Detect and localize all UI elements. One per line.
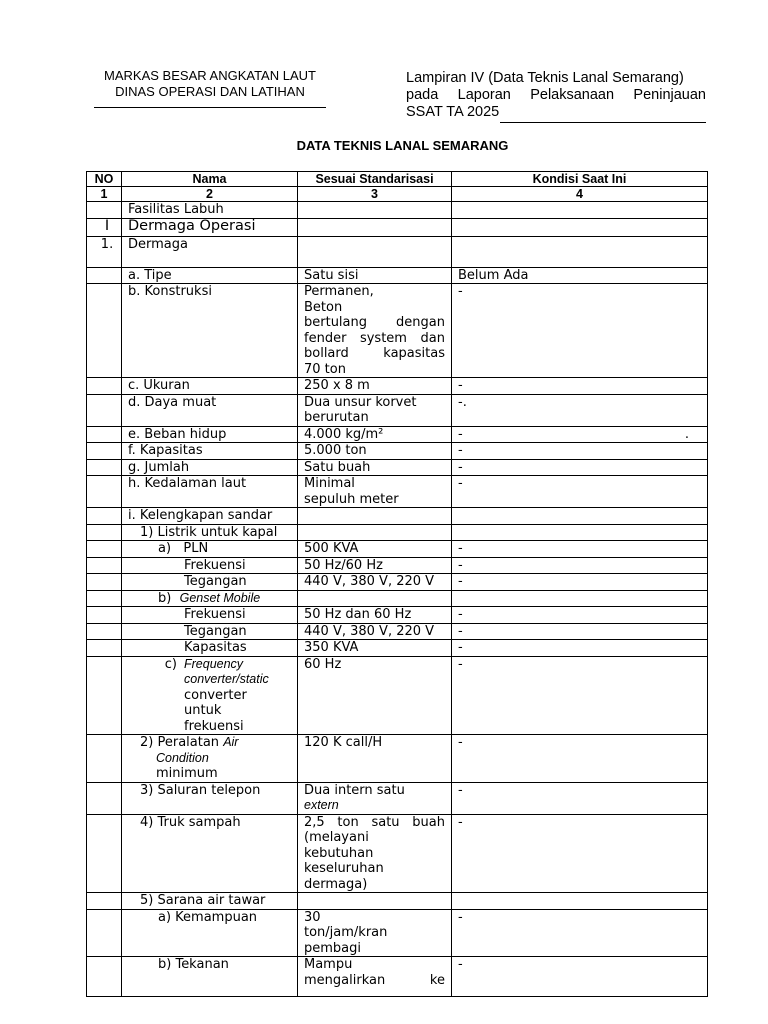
- row-jumlah-name: g. Jumlah: [122, 459, 298, 476]
- row-gen-teg-std: 440 V, 380 V, 220 V: [298, 623, 452, 640]
- row-freq-conv-cond: -: [452, 656, 708, 735]
- header-nama: Nama: [122, 172, 298, 187]
- table-row: [87, 814, 708, 893]
- table-number-row: [87, 187, 708, 202]
- freq-conv-line: frekuensi: [184, 718, 244, 734]
- truk-std-line: kebutuhan: [304, 845, 374, 861]
- header-left-line2: DINAS OPERASI DAN LATIHAN: [115, 84, 305, 99]
- tekanan-std-line: mengalirkan ke: [304, 972, 445, 988]
- telepon-std-line: Dua intern satu: [304, 782, 405, 798]
- table-row: [87, 378, 708, 395]
- row-pln-cond: -: [452, 541, 708, 558]
- row-pln-teg-cond: -: [452, 574, 708, 591]
- kemampuan-std-line: ton/jam/kran: [304, 925, 388, 940]
- col-number-3: 3: [298, 187, 452, 202]
- row-jumlah-std: Satu buah: [298, 459, 452, 476]
- row-genset-name: [122, 590, 298, 607]
- kemampuan-std-line: pembagi: [304, 940, 361, 956]
- table-row: [87, 607, 708, 624]
- row-konstruksi-name: b. Konstruksi: [122, 284, 298, 378]
- row-tipe-name: a. Tipe: [122, 267, 298, 284]
- truk-std-line: dermaga): [304, 876, 368, 892]
- kedalaman-std-line: Minimal: [304, 476, 355, 491]
- table-row: [87, 590, 708, 607]
- col-number-1: 1: [87, 187, 122, 202]
- row-tekanan-name: b) Tekanan: [122, 957, 298, 997]
- table-row: [87, 426, 708, 443]
- beban-cond-dot: .: [684, 426, 689, 442]
- table-row: [87, 476, 708, 508]
- konstruksi-std-line: Permanen,: [304, 284, 374, 299]
- freq-conv-line: untuk: [184, 703, 222, 718]
- row-kedalaman-std: [298, 476, 452, 508]
- table-row: [87, 909, 708, 957]
- row-tipe-std: Satu sisi: [298, 267, 452, 284]
- table-row: [87, 459, 708, 476]
- row-beban-std: 4.000 kg/m²: [298, 426, 452, 443]
- table-header-row: [87, 172, 708, 187]
- row-gen-kap-cond: -: [452, 640, 708, 657]
- col-number-2: 2: [122, 187, 298, 202]
- table-row: [87, 656, 708, 735]
- header-kondisi: Kondisi Saat Ini: [452, 172, 708, 187]
- table-row: [87, 893, 708, 910]
- table-row: [87, 735, 708, 783]
- table-row: [87, 218, 708, 236]
- genset-label: Genset Mobile: [179, 590, 261, 605]
- row-pln-teg-name: Tegangan: [122, 574, 298, 591]
- row-truk-cond: -: [452, 814, 708, 893]
- row-ac-std: 120 K call/H: [298, 735, 452, 783]
- table-row: [87, 640, 708, 657]
- row-gen-kap-name: Kapasitas: [122, 640, 298, 657]
- truk-std-line: 2,5 ton satu buah: [304, 814, 445, 830]
- row-daya-muat-cond: -.: [452, 394, 708, 426]
- header-right-line2: pada Laporan Pelaksanaan Peninjauan: [406, 87, 706, 103]
- row-pln-name: a) PLN: [122, 541, 298, 558]
- section-number: I: [87, 218, 122, 236]
- beban-cond-value: -: [458, 426, 463, 442]
- header-left-line1: MARKAS BESAR ANGKATAN LAUT: [104, 68, 316, 83]
- row-kapasitas-name: f. Kapasitas: [122, 443, 298, 460]
- truk-std-line: (melayani: [304, 830, 369, 845]
- header-right-underline: [500, 122, 706, 123]
- ac-line-italic: Air: [223, 735, 239, 749]
- row-gen-frek-std: 50 Hz dan 60 Hz: [298, 607, 452, 624]
- header-right: [406, 70, 706, 121]
- header-left: [88, 68, 332, 100]
- table-row: [87, 284, 708, 378]
- row-kemampuan-cond: -: [452, 909, 708, 957]
- row-ac-cond: -: [452, 735, 708, 783]
- row-kedalaman-name: h. Kedalaman laut: [122, 476, 298, 508]
- row-pln-frek-std: 50 Hz/60 Hz: [298, 557, 452, 574]
- header-right-line3: SSAT TA 2025: [406, 104, 500, 120]
- table-row: [87, 394, 708, 426]
- row-beban-cond: [452, 426, 708, 443]
- row-telepon-cond: -: [452, 782, 708, 814]
- table-row: [87, 574, 708, 591]
- header-standar: Sesuai Standarisasi: [298, 172, 452, 187]
- row-fasilitas-name: Fasilitas Labuh: [122, 202, 298, 219]
- konstruksi-std-line: bertulang dengan: [304, 315, 445, 330]
- konstruksi-std-line: Beton: [304, 299, 343, 315]
- row-pln-std: 500 KVA: [298, 541, 452, 558]
- row-truk-name: 4) Truk sampah: [122, 814, 298, 893]
- ac-line: minimum: [156, 766, 218, 781]
- item-number: 1.: [87, 236, 122, 267]
- header-right-line1: Lampiran IV (Data Teknis Lanal Semarang): [406, 70, 684, 86]
- telepon-std-line: extern: [304, 798, 339, 812]
- row-konstruksi-std: [298, 284, 452, 378]
- table-row: [87, 443, 708, 460]
- header-no: NO: [87, 172, 122, 187]
- row-beban-name: e. Beban hidup: [122, 426, 298, 443]
- item-name: Dermaga: [122, 236, 298, 267]
- ac-line: 2) Peralatan: [140, 735, 220, 750]
- row-kapasitas-cond: -: [452, 443, 708, 460]
- table-row: [87, 623, 708, 640]
- freq-conv-prefix: c): [164, 656, 177, 672]
- table-row: [87, 557, 708, 574]
- document-title: DATA TEKNIS LANAL SEMARANG: [296, 138, 509, 153]
- row-ac-name: [122, 735, 298, 783]
- row-gen-teg-name: Tegangan: [122, 623, 298, 640]
- konstruksi-std-line: fender system dan: [304, 330, 445, 346]
- row-ukuran-std: 250 x 8 m: [298, 378, 452, 395]
- table-row: [87, 782, 708, 814]
- table-row: [87, 236, 708, 267]
- table-row: [87, 524, 708, 541]
- row-daya-muat-name: d. Daya muat: [122, 394, 298, 426]
- row-jumlah-cond: -: [452, 459, 708, 476]
- tekanan-std-line: Mampu: [304, 957, 353, 972]
- row-telepon-name: 3) Saluran telepon: [122, 782, 298, 814]
- row-gen-frek-name: Frekuensi: [122, 607, 298, 624]
- daya-muat-std-line: berurutan: [304, 410, 369, 425]
- row-kedalaman-cond: -: [452, 476, 708, 508]
- row-kelengkapan-name: i. Kelengkapan sandar: [122, 508, 298, 525]
- kemampuan-std-line: 30: [304, 909, 321, 925]
- row-tekanan-std: [298, 957, 452, 997]
- row-ukuran-cond: -: [452, 378, 708, 395]
- row-ukuran-name: c. Ukuran: [122, 378, 298, 395]
- row-tekanan-cond: -: [452, 957, 708, 997]
- table-row: [87, 202, 708, 219]
- row-pln-frek-name: Frekuensi: [122, 557, 298, 574]
- konstruksi-std-line: bollard kapasitas: [304, 346, 445, 361]
- table-row: [87, 541, 708, 558]
- row-gen-kap-std: 350 KVA: [298, 640, 452, 657]
- row-truk-std: [298, 814, 452, 893]
- table-row: [87, 508, 708, 525]
- row-freq-conv-std: 60 Hz: [298, 656, 452, 735]
- header-left-underline: [94, 107, 326, 108]
- row-gen-frek-cond: -: [452, 607, 708, 624]
- genset-prefix: b): [158, 590, 172, 606]
- freq-conv-line: converter: [184, 687, 247, 703]
- ac-line: Condition: [156, 750, 209, 765]
- row-freq-conv-name: [122, 656, 298, 735]
- row-kapasitas-std: 5.000 ton: [298, 443, 452, 460]
- row-tipe-cond: Belum Ada: [452, 267, 708, 284]
- konstruksi-std-line: 70 ton: [304, 361, 346, 377]
- row-pln-frek-cond: -: [452, 557, 708, 574]
- row-kemampuan-std: [298, 909, 452, 957]
- row-gen-teg-cond: -: [452, 623, 708, 640]
- row-kemampuan-name: a) Kemampuan: [122, 909, 298, 957]
- daya-muat-std-line: Dua unsur korvet: [304, 394, 417, 410]
- row-telepon-std: [298, 782, 452, 814]
- table-row: [87, 267, 708, 284]
- data-table: [86, 171, 708, 997]
- row-pln-teg-std: 440 V, 380 V, 220 V: [298, 574, 452, 591]
- truk-std-line: keseluruhan: [304, 861, 384, 876]
- row-daya-muat-std: [298, 394, 452, 426]
- kedalaman-std-line: sepuluh meter: [304, 491, 399, 507]
- section-name: Dermaga Operasi: [122, 218, 298, 236]
- freq-conv-line: Frequency: [184, 656, 244, 671]
- freq-conv-line: converter/static: [184, 672, 269, 686]
- col-number-4: 4: [452, 187, 708, 202]
- row-air-tawar-name: 5) Sarana air tawar: [122, 893, 298, 910]
- row-listrik-name: 1) Listrik untuk kapal: [122, 524, 298, 541]
- row-konstruksi-cond: -: [452, 284, 708, 378]
- table-row: [87, 957, 708, 997]
